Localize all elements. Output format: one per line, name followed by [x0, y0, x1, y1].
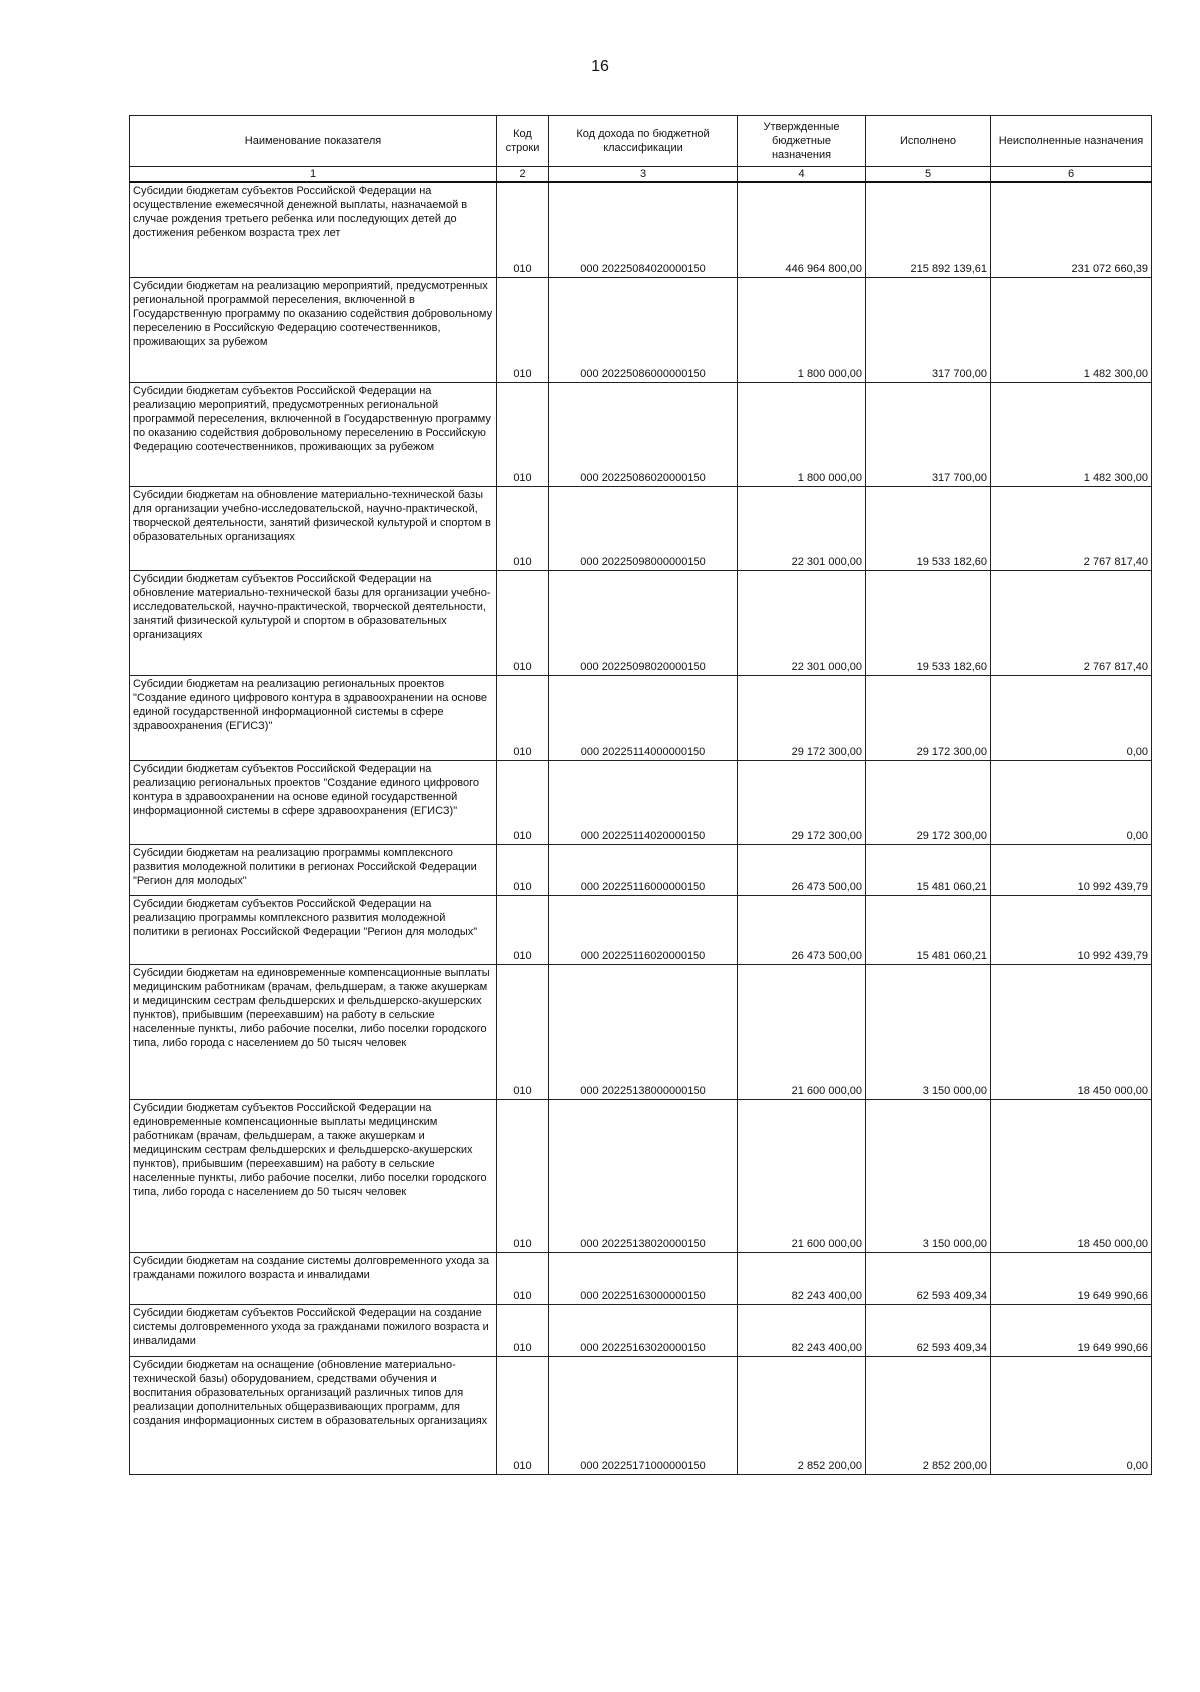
unexecuted-amount: 10 992 439,79	[991, 844, 1152, 895]
row-code: 010	[497, 182, 549, 277]
table-row	[130, 895, 1152, 964]
budget-execution-table	[129, 115, 1152, 1475]
income-classification-code: 000 20225163020000150	[549, 1304, 738, 1356]
column-number: 1	[130, 167, 497, 183]
table-row	[130, 570, 1152, 675]
column-number: 6	[991, 167, 1152, 183]
table-row	[130, 1304, 1152, 1356]
row-code: 010	[497, 895, 549, 964]
unexecuted-amount: 10 992 439,79	[991, 895, 1152, 964]
column-number: 5	[866, 167, 991, 183]
indicator-name: Субсидии бюджетам субъектов Российской Федерации на реализацию программы комплексного развития молодежной политики в регионах Российской Федерации "Регион для молодых"	[130, 895, 497, 964]
executed-amount: 215 892 139,61	[866, 182, 991, 277]
approved-amount: 29 172 300,00	[738, 675, 866, 760]
unexecuted-amount: 0,00	[991, 675, 1152, 760]
row-code: 010	[497, 964, 549, 1099]
approved-amount: 82 243 400,00	[738, 1304, 866, 1356]
unexecuted-amount: 19 649 990,66	[991, 1252, 1152, 1304]
executed-amount: 15 481 060,21	[866, 895, 991, 964]
column-header-unexecuted: Неисполненные назначения	[991, 116, 1152, 167]
unexecuted-amount: 2 767 817,40	[991, 570, 1152, 675]
table-row	[130, 1356, 1152, 1474]
column-header-name: Наименование показателя	[130, 116, 497, 167]
row-code: 010	[497, 844, 549, 895]
income-classification-code: 000 20225098020000150	[549, 570, 738, 675]
indicator-name: Субсидии бюджетам на реализацию мероприятий, предусмотренных региональной программой переселения, включенной в Государственную программу по оказанию содействия добровольному переселению в Российскую Федерацию соотечественников, проживающих за рубежом	[130, 277, 497, 382]
executed-amount: 19 533 182,60	[866, 486, 991, 570]
approved-amount: 22 301 000,00	[738, 486, 866, 570]
approved-amount: 26 473 500,00	[738, 895, 866, 964]
table-row	[130, 1099, 1152, 1252]
income-classification-code: 000 20225098000000150	[549, 486, 738, 570]
indicator-name: Субсидии бюджетам субъектов Российской Федерации на единовременные компенсационные выплаты медицинским работникам (врачам, фельдшерам, а также акушеркам и медицинским сестрам фельдшерских и фельдшерско-акушерских пунктов), прибывшим (переехавшим) на работу в сельские населенные пункты, либо рабочие поселки, либо поселки городского типа, либо города с населением до 50 тысяч человек	[130, 1099, 497, 1252]
unexecuted-amount: 18 450 000,00	[991, 1099, 1152, 1252]
income-classification-code: 000 20225114020000150	[549, 760, 738, 844]
column-header-row-code: Код строки	[497, 116, 549, 167]
income-classification-code: 000 20225086020000150	[549, 382, 738, 486]
table-row	[130, 182, 1152, 277]
table-header-row	[130, 116, 1152, 167]
income-classification-code: 000 20225171000000150	[549, 1356, 738, 1474]
indicator-name: Субсидии бюджетам на единовременные компенсационные выплаты медицинским работникам (врачам, фельдшерам, а также акушеркам и медицинским сестрам фельдшерских и фельдшерско-акушерских пунктов), прибывшим (переехавшим) на работу в сельские населенные пункты, либо рабочие поселки, либо поселки городского типа, либо города с населением до 50 тысяч человек	[130, 964, 497, 1099]
income-classification-code: 000 20225116020000150	[549, 895, 738, 964]
executed-amount: 29 172 300,00	[866, 675, 991, 760]
approved-amount: 82 243 400,00	[738, 1252, 866, 1304]
approved-amount: 1 800 000,00	[738, 382, 866, 486]
row-code: 010	[497, 1356, 549, 1474]
unexecuted-amount: 1 482 300,00	[991, 382, 1152, 486]
table-row	[130, 964, 1152, 1099]
unexecuted-amount: 0,00	[991, 760, 1152, 844]
indicator-name: Субсидии бюджетам на обновление материально-технической базы для организации учебно-исследовательской, научно-практической, творческой деятельности, занятий физической культурой и спортом в образовательных организациях	[130, 486, 497, 570]
row-code: 010	[497, 1252, 549, 1304]
column-number: 2	[497, 167, 549, 183]
row-code: 010	[497, 486, 549, 570]
approved-amount: 2 852 200,00	[738, 1356, 866, 1474]
executed-amount: 19 533 182,60	[866, 570, 991, 675]
executed-amount: 62 593 409,34	[866, 1252, 991, 1304]
executed-amount: 15 481 060,21	[866, 844, 991, 895]
row-code: 010	[497, 570, 549, 675]
unexecuted-amount: 1 482 300,00	[991, 277, 1152, 382]
row-code: 010	[497, 760, 549, 844]
unexecuted-amount: 0,00	[991, 1356, 1152, 1474]
executed-amount: 317 700,00	[866, 277, 991, 382]
approved-amount: 21 600 000,00	[738, 964, 866, 1099]
row-code: 010	[497, 277, 549, 382]
column-header-approved: Утвержденные бюджетные назначения	[738, 116, 866, 167]
unexecuted-amount: 231 072 660,39	[991, 182, 1152, 277]
approved-amount: 1 800 000,00	[738, 277, 866, 382]
table-row	[130, 760, 1152, 844]
income-classification-code: 000 20225114000000150	[549, 675, 738, 760]
table-row	[130, 675, 1152, 760]
column-header-executed: Исполнено	[866, 116, 991, 167]
approved-amount: 29 172 300,00	[738, 760, 866, 844]
indicator-name: Субсидии бюджетам субъектов Российской Федерации на реализацию мероприятий, предусмотренных региональной программой переселения, включенной в Государственную программу по оказанию содействия добровольному переселению в Российскую Федерацию соотечественников, проживающих за рубежом	[130, 382, 497, 486]
income-classification-code: 000 20225138000000150	[549, 964, 738, 1099]
column-number: 4	[738, 167, 866, 183]
executed-amount: 62 593 409,34	[866, 1304, 991, 1356]
table-row	[130, 486, 1152, 570]
unexecuted-amount: 18 450 000,00	[991, 964, 1152, 1099]
indicator-name: Субсидии бюджетам на создание системы долговременного ухода за гражданами пожилого возраста и инвалидами	[130, 1252, 497, 1304]
indicator-name: Субсидии бюджетам на реализацию региональных проектов "Создание единого цифрового контура в здравоохранении на основе единой государственной информационной системы в сфере здравоохранения (ЕГИСЗ)"	[130, 675, 497, 760]
executed-amount: 3 150 000,00	[866, 1099, 991, 1252]
approved-amount: 22 301 000,00	[738, 570, 866, 675]
indicator-name: Субсидии бюджетам субъектов Российской Федерации на обновление материально-технической базы для организации учебно-исследовательской, научно-практической, творческой деятельности, занятий физической культурой и спортом в образовательных организациях	[130, 570, 497, 675]
unexecuted-amount: 19 649 990,66	[991, 1304, 1152, 1356]
column-number-row	[130, 167, 1152, 183]
unexecuted-amount: 2 767 817,40	[991, 486, 1152, 570]
table-row	[130, 1252, 1152, 1304]
column-number: 3	[549, 167, 738, 183]
approved-amount: 446 964 800,00	[738, 182, 866, 277]
indicator-name: Субсидии бюджетам на оснащение (обновление материально-технической базы) оборудованием, средствами обучения и воспитания образовательных организаций различных типов для реализации дополнительных общеразвивающих программ, для создания информационных систем в образовательных организациях	[130, 1356, 497, 1474]
indicator-name: Субсидии бюджетам субъектов Российской Федерации на реализацию региональных проектов "Создание единого цифрового контура в здравоохранении на основе единой государственной информационной системы в сфере здравоохранения (ЕГИСЗ)"	[130, 760, 497, 844]
income-classification-code: 000 20225116000000150	[549, 844, 738, 895]
executed-amount: 2 852 200,00	[866, 1356, 991, 1474]
table-row	[130, 382, 1152, 486]
page-number: 16	[591, 58, 609, 75]
income-classification-code: 000 20225163000000150	[549, 1252, 738, 1304]
income-classification-code: 000 20225084020000150	[549, 182, 738, 277]
row-code: 010	[497, 382, 549, 486]
executed-amount: 317 700,00	[866, 382, 991, 486]
indicator-name: Субсидии бюджетам субъектов Российской Федерации на осуществление ежемесячной денежной выплаты, назначаемой в случае рождения третьего ребенка или последующих детей до достижения ребенком возраста трех лет	[130, 182, 497, 277]
income-classification-code: 000 20225086000000150	[549, 277, 738, 382]
row-code: 010	[497, 675, 549, 760]
approved-amount: 26 473 500,00	[738, 844, 866, 895]
indicator-name: Субсидии бюджетам на реализацию программы комплексного развития молодежной политики в регионах Российской Федерации "Регион для молодых"	[130, 844, 497, 895]
row-code: 010	[497, 1099, 549, 1252]
table-row	[130, 277, 1152, 382]
table-row	[130, 844, 1152, 895]
approved-amount: 21 600 000,00	[738, 1099, 866, 1252]
column-header-income-code: Код дохода по бюджетной классификации	[549, 116, 738, 167]
indicator-name: Субсидии бюджетам субъектов Российской Федерации на создание системы долговременного ухода за гражданами пожилого возраста и инвалидами	[130, 1304, 497, 1356]
income-classification-code: 000 20225138020000150	[549, 1099, 738, 1252]
executed-amount: 3 150 000,00	[866, 964, 991, 1099]
executed-amount: 29 172 300,00	[866, 760, 991, 844]
row-code: 010	[497, 1304, 549, 1356]
